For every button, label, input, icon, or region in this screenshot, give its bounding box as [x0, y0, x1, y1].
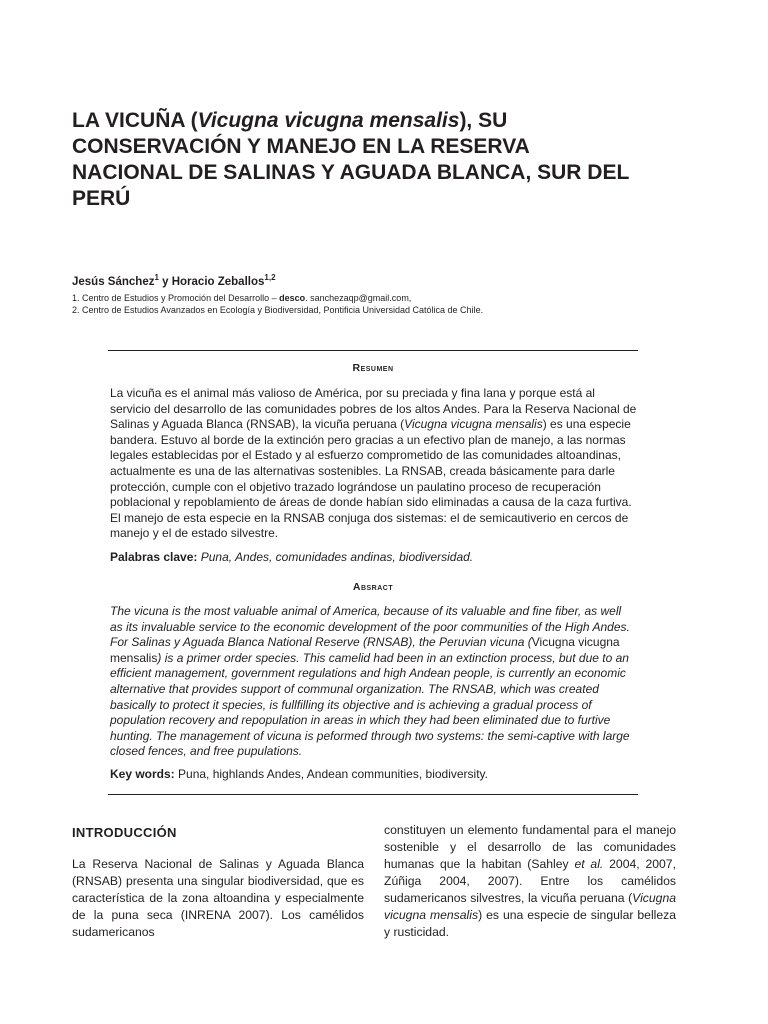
divider-bottom — [108, 794, 638, 795]
title-text-2: ), SU CONSERVACIÓN Y MANEJO EN LA RESERVA NACIONAL DE SALINAS Y AGUADA BLANCA, SUR DEL PERÚ — [72, 109, 629, 210]
abstract-species: Vicugna vicugna mensalis — [110, 635, 620, 665]
abstract-body: The vicuna is the most valuable animal of America, because of its valuable and fine fiber, as well as its invaluable service to the economic development of the poor communities of the High Andes. For Salinas y Aguada Blanca National Reserve (RNSAB), the Peruvian vicuna (Vicugna vicugna mensalis) is a primer order species. This camelid had been in an extinction process, but due to an efficient management, government regulations and high Andean people, is currently an economic alternative that provides support of communal organization. The RNSAB, which was created basically to protect it species, is fullfilling its objective and is achieving a gradual process of population recovery and repopulation in areas in which they had been eliminated due to furtive hunting. The management of vicuna is peformed through two systems: the semi-captive with large closed fences, and free pupulations. — [110, 604, 630, 759]
resumen-species: Vicugna vicugna mensalis — [404, 417, 543, 432]
author-2: Horacio Zeballos — [171, 275, 265, 288]
article-title — [72, 108, 632, 212]
resumen-body: La vicuña es el animal más valioso de América, por su preciada y fina lana y porque está al servicio del desarrollo de las comunidades pobres de los altos Andes. Para la Reserva Nacional de Salinas y Aguada Blanca (RNSAB), la vicuña peruana (Vicugna vicugna mensalis) es una especie bandera. Estuvo al borde de la extinción pero gracias a un efectivo plan de manejo, a las normas legales establecidas por el Estado y al esfuerzo comprometido de las comunidades altoandinas, actualmente es una de las alternativas sostenibles. La RNSAB, creada básicamente para darle protección, cumple con el objetivo trazado lográndose un paulatino proceso de recuperación poblacional y repoblamiento de áreas de donde habían sido eliminadas a causa de la caza furtiva. El manejo de esta especie en la RNSAB conjuga dos sistemas: el de semicautiverio en cercos de manejo y el de estado silvestre. — [110, 386, 637, 541]
author-line — [72, 273, 276, 288]
divider-top — [108, 350, 638, 351]
palabras-clave: Palabras clave: Puna, Andes, comunidades andinas, biodiversidad. — [110, 550, 474, 564]
author-1: Jesús Sánchez — [72, 275, 155, 288]
key-words: Key words: Puna, highlands Andes, Andean communities, biodiversity. — [110, 767, 488, 781]
title-species: Vicugna vicugna mensalis — [197, 109, 460, 132]
intro-left-column: La Reserva Nacional de Salinas y Aguada Blanca (RNSAB) presenta una singular biodiversidad, que es característica de la zona altoandina y especialmente de la puna seca (INRENA 2007). Los camélidos sudamericanos — [72, 857, 364, 939]
intro-heading: INTRODUCCIÓN — [72, 825, 177, 840]
affiliation-2: 2. Centro de Estudios Avanzados en Ecología y Biodiversidad, Pontificia Universidad Católica de Chile. — [72, 305, 484, 315]
abstract-heading: Absract — [352, 581, 394, 593]
title-text-1: LA VICUÑA ( — [72, 109, 198, 132]
resumen-heading: Resumen — [352, 362, 394, 374]
author-joiner: y — [158, 275, 172, 288]
affiliation-1: 1. Centro de Estudios y Promoción del Desarrollo – desco. sanchezaqp@gmail.com, — [72, 293, 412, 303]
author-2-affil: 1,2 — [264, 273, 276, 282]
intro-right-column: constituyen un elemento fundamental para el manejo sostenible y el desarrollo de las comunidades humanas que la habitan (Sahley et al. 2004, 2007, Zúñiga 2004, 2007). Entre los camélidos sudamericanos silvestres, la vicuña peruana (Vicugna vicugna mensalis) es una especie de singular belleza y rusticidad. — [384, 823, 677, 939]
author-1-affil: 1 — [154, 273, 159, 282]
